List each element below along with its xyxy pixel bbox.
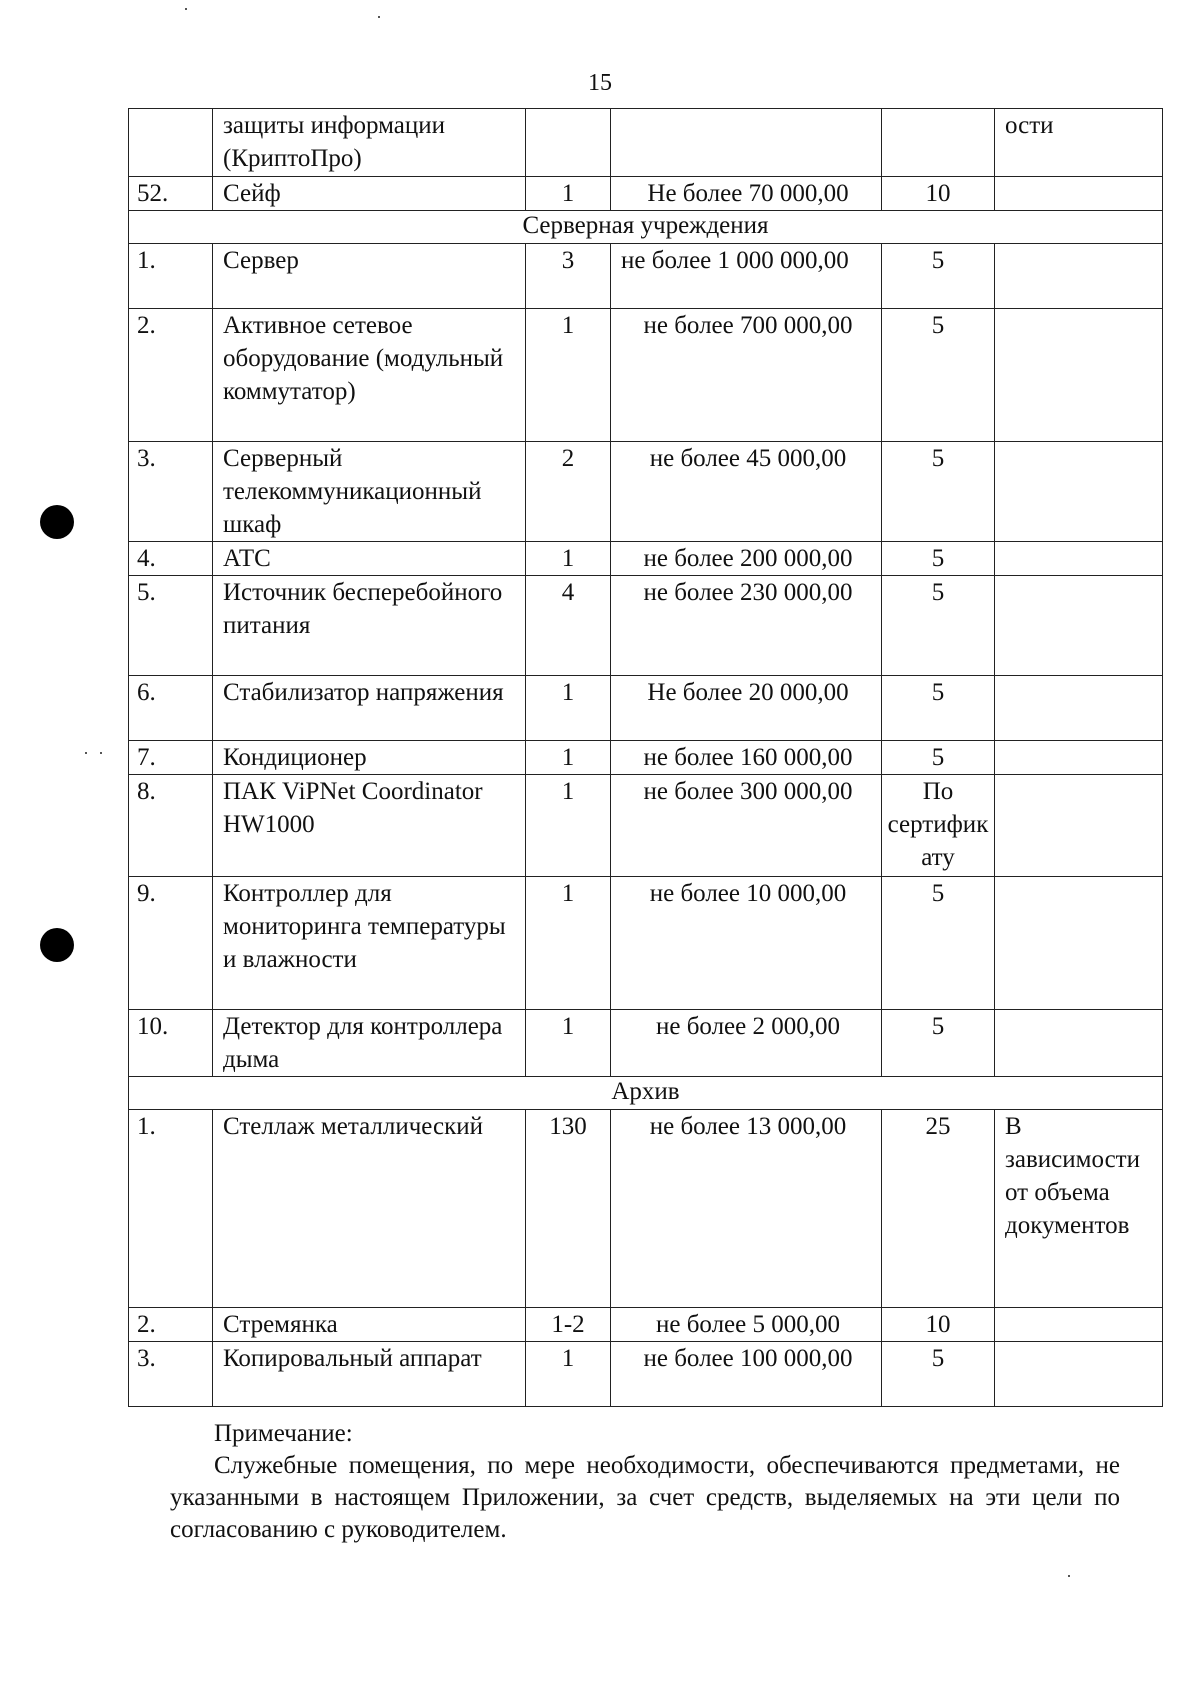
price-limit-cell: не более 2 000,00: [611, 1010, 882, 1077]
service-life-cell: 10: [882, 177, 995, 211]
price-limit-cell: не более 10 000,00: [611, 877, 882, 1010]
price-limit-cell: не более 200 000,00: [611, 542, 882, 576]
service-life-cell: 5: [882, 676, 995, 741]
row-number-cell: [129, 109, 213, 177]
note-text: Служебные помещения, по мере необходимости, обеспечиваются предметами, не указанными в настоящем Приложении, за счет средств, выделяемых на эти цели по согласованию с руководителем.: [170, 1452, 1120, 1543]
remark-cell: [995, 1308, 1163, 1342]
section-row: [129, 1077, 1163, 1110]
service-life-cell: 5: [882, 442, 995, 542]
scan-speck: [1068, 1575, 1070, 1577]
quantity-cell: 1: [526, 542, 611, 576]
row-number-cell: 8.: [129, 775, 213, 877]
quantity-cell: 130: [526, 1110, 611, 1308]
service-life-cell: По сертификату: [882, 775, 995, 877]
table-row: [129, 244, 1163, 309]
item-name-cell: Детектор для контроллера дыма: [213, 1010, 526, 1077]
row-number-cell: 3.: [129, 1342, 213, 1407]
row-number-cell: 6.: [129, 676, 213, 741]
price-limit-cell: не более 300 000,00: [611, 775, 882, 877]
table-row: [129, 542, 1163, 576]
table-row: [129, 877, 1163, 1010]
quantity-cell: 1: [526, 775, 611, 877]
quantity-cell: 1: [526, 877, 611, 1010]
table-row: [129, 676, 1163, 741]
quantity-cell: 2: [526, 442, 611, 542]
table-row: [129, 775, 1163, 877]
scan-speck: [378, 16, 380, 18]
item-name-cell: АТС: [213, 542, 526, 576]
remark-cell: ости: [995, 109, 1163, 177]
row-number-cell: 5.: [129, 576, 213, 676]
quantity-cell: 1: [526, 1342, 611, 1407]
price-limit-cell: [611, 109, 882, 177]
item-name-cell: Контроллер для мониторинга температуры и влажности: [213, 877, 526, 1010]
remark-cell: [995, 542, 1163, 576]
table-row: [129, 576, 1163, 676]
row-number-cell: 7.: [129, 741, 213, 775]
service-life-cell: 5: [882, 1010, 995, 1077]
quantity-cell: 1: [526, 676, 611, 741]
row-number-cell: 3.: [129, 442, 213, 542]
price-limit-cell: не более 230 000,00: [611, 576, 882, 676]
row-number-cell: 1.: [129, 244, 213, 309]
service-life-cell: 5: [882, 542, 995, 576]
item-name-cell: Стабилизатор напряжения: [213, 676, 526, 741]
remark-cell: [995, 177, 1163, 211]
item-name-cell: Активное сетевое оборудование (модульный коммутатор): [213, 309, 526, 442]
price-limit-cell: не более 700 000,00: [611, 309, 882, 442]
remark-cell: [995, 775, 1163, 877]
item-name-cell: ПАК ViPNet Coordinator HW1000: [213, 775, 526, 877]
price-limit-cell: не более 1 000 000,00: [611, 244, 882, 309]
row-number-cell: 1.: [129, 1110, 213, 1308]
table-row: [129, 741, 1163, 775]
equipment-table-container: [128, 108, 1162, 1407]
service-life-cell: 25: [882, 1110, 995, 1308]
quantity-cell: 4: [526, 576, 611, 676]
service-life-cell: 5: [882, 741, 995, 775]
price-limit-cell: не более 100 000,00: [611, 1342, 882, 1407]
service-life-cell: 5: [882, 244, 995, 309]
service-life-cell: 5: [882, 576, 995, 676]
table-row: [129, 1110, 1163, 1308]
remark-cell: [995, 576, 1163, 676]
item-name-cell: Серверный телекоммуникационный шкаф: [213, 442, 526, 542]
item-name-cell: Кондиционер: [213, 741, 526, 775]
row-number-cell: 2.: [129, 1308, 213, 1342]
punch-hole: [40, 505, 74, 539]
remark-cell: [995, 1342, 1163, 1407]
item-name-cell: Стеллаж металлический: [213, 1110, 526, 1308]
note-block: [170, 1418, 1120, 1546]
price-limit-cell: не более 13 000,00: [611, 1110, 882, 1308]
section-title: Архив: [129, 1077, 1163, 1110]
remark-cell: В зависимости от объема документов: [995, 1110, 1163, 1308]
scan-speck: [100, 752, 102, 754]
item-name-cell: Сервер: [213, 244, 526, 309]
section-row: [129, 211, 1163, 244]
equipment-table: [128, 108, 1163, 1407]
equipment-table-body: [129, 109, 1163, 1407]
table-row: [129, 309, 1163, 442]
item-name-cell: Источник бесперебойного питания: [213, 576, 526, 676]
quantity-cell: 1: [526, 741, 611, 775]
price-limit-cell: не более 160 000,00: [611, 741, 882, 775]
service-life-cell: 5: [882, 1342, 995, 1407]
note-title: Примечание:: [214, 1420, 353, 1447]
row-number-cell: 4.: [129, 542, 213, 576]
service-life-cell: [882, 109, 995, 177]
service-life-cell: 10: [882, 1308, 995, 1342]
service-life-cell: 5: [882, 877, 995, 1010]
remark-cell: [995, 1010, 1163, 1077]
quantity-cell: [526, 109, 611, 177]
price-limit-cell: Не более 20 000,00: [611, 676, 882, 741]
row-number-cell: 9.: [129, 877, 213, 1010]
remark-cell: [995, 244, 1163, 309]
row-number-cell: 2.: [129, 309, 213, 442]
table-row: [129, 1342, 1163, 1407]
quantity-cell: 3: [526, 244, 611, 309]
row-number-cell: 10.: [129, 1010, 213, 1077]
quantity-cell: 1: [526, 177, 611, 211]
remark-cell: [995, 676, 1163, 741]
table-row: [129, 442, 1163, 542]
page-number: 15: [588, 70, 612, 96]
remark-cell: [995, 741, 1163, 775]
punch-hole: [40, 928, 74, 962]
item-name-cell: Сейф: [213, 177, 526, 211]
item-name-cell: Стремянка: [213, 1308, 526, 1342]
row-number-cell: 52.: [129, 177, 213, 211]
item-name-cell: защиты информации (КриптоПро): [213, 109, 526, 177]
remark-cell: [995, 309, 1163, 442]
table-row: [129, 177, 1163, 211]
section-title: Серверная учреждения: [129, 211, 1163, 244]
quantity-cell: 1-2: [526, 1308, 611, 1342]
price-limit-cell: не более 45 000,00: [611, 442, 882, 542]
service-life-cell: 5: [882, 309, 995, 442]
remark-cell: [995, 442, 1163, 542]
table-row: [129, 1308, 1163, 1342]
scan-speck: [85, 752, 87, 754]
quantity-cell: 1: [526, 309, 611, 442]
price-limit-cell: не более 5 000,00: [611, 1308, 882, 1342]
table-row: [129, 1010, 1163, 1077]
price-limit-cell: Не более 70 000,00: [611, 177, 882, 211]
item-name-cell: Копировальный аппарат: [213, 1342, 526, 1407]
table-row: [129, 109, 1163, 177]
scan-speck: [185, 8, 187, 10]
remark-cell: [995, 877, 1163, 1010]
quantity-cell: 1: [526, 1010, 611, 1077]
